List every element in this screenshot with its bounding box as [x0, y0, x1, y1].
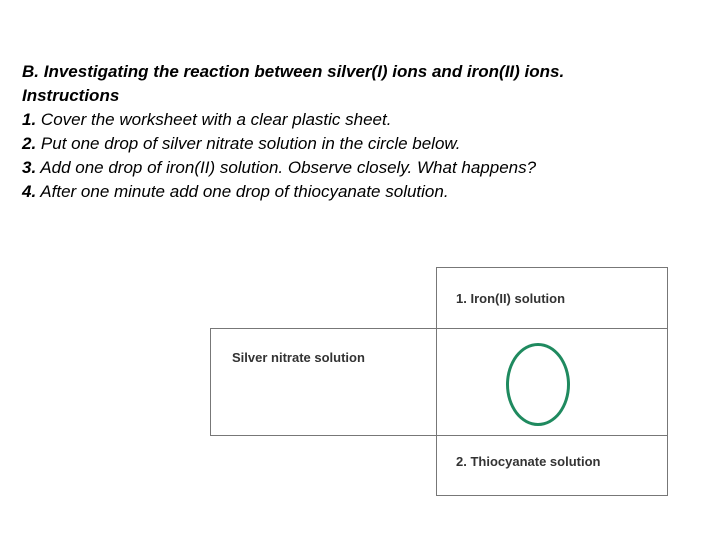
step-number: 2. — [22, 134, 37, 153]
iron-solution-label: 1. Iron(II) solution — [456, 291, 566, 306]
step-text: Add one drop of iron(II) solution. Observe closely. What happens? — [36, 158, 537, 177]
drop-circle[interactable] — [506, 343, 570, 426]
silver-nitrate-label: Silver nitrate solution — [232, 350, 365, 365]
divider-line — [436, 328, 437, 436]
step-text: Put one drop of silver nitrate solution in the circle below. — [36, 134, 461, 153]
thiocyanate-label: 2. Thiocyanate solution — [456, 454, 601, 469]
step-number: 1. — [22, 110, 37, 129]
reaction-row — [210, 328, 668, 436]
instructions-text — [22, 60, 712, 204]
step-1 — [22, 108, 712, 132]
step-4 — [22, 180, 712, 204]
step-text: Cover the worksheet with a clear plastic sheet. — [36, 110, 392, 129]
step-text: After one minute add one drop of thiocyanate solution. — [36, 182, 449, 201]
step-2 — [22, 132, 712, 156]
step-number: 3. — [22, 158, 37, 177]
step-number: 4. — [22, 182, 37, 201]
section-heading: B. Investigating the reaction between silver(I) ions and iron(II) ions. — [22, 62, 565, 81]
instructions-subheading: Instructions — [22, 86, 120, 105]
step-3 — [22, 156, 712, 180]
